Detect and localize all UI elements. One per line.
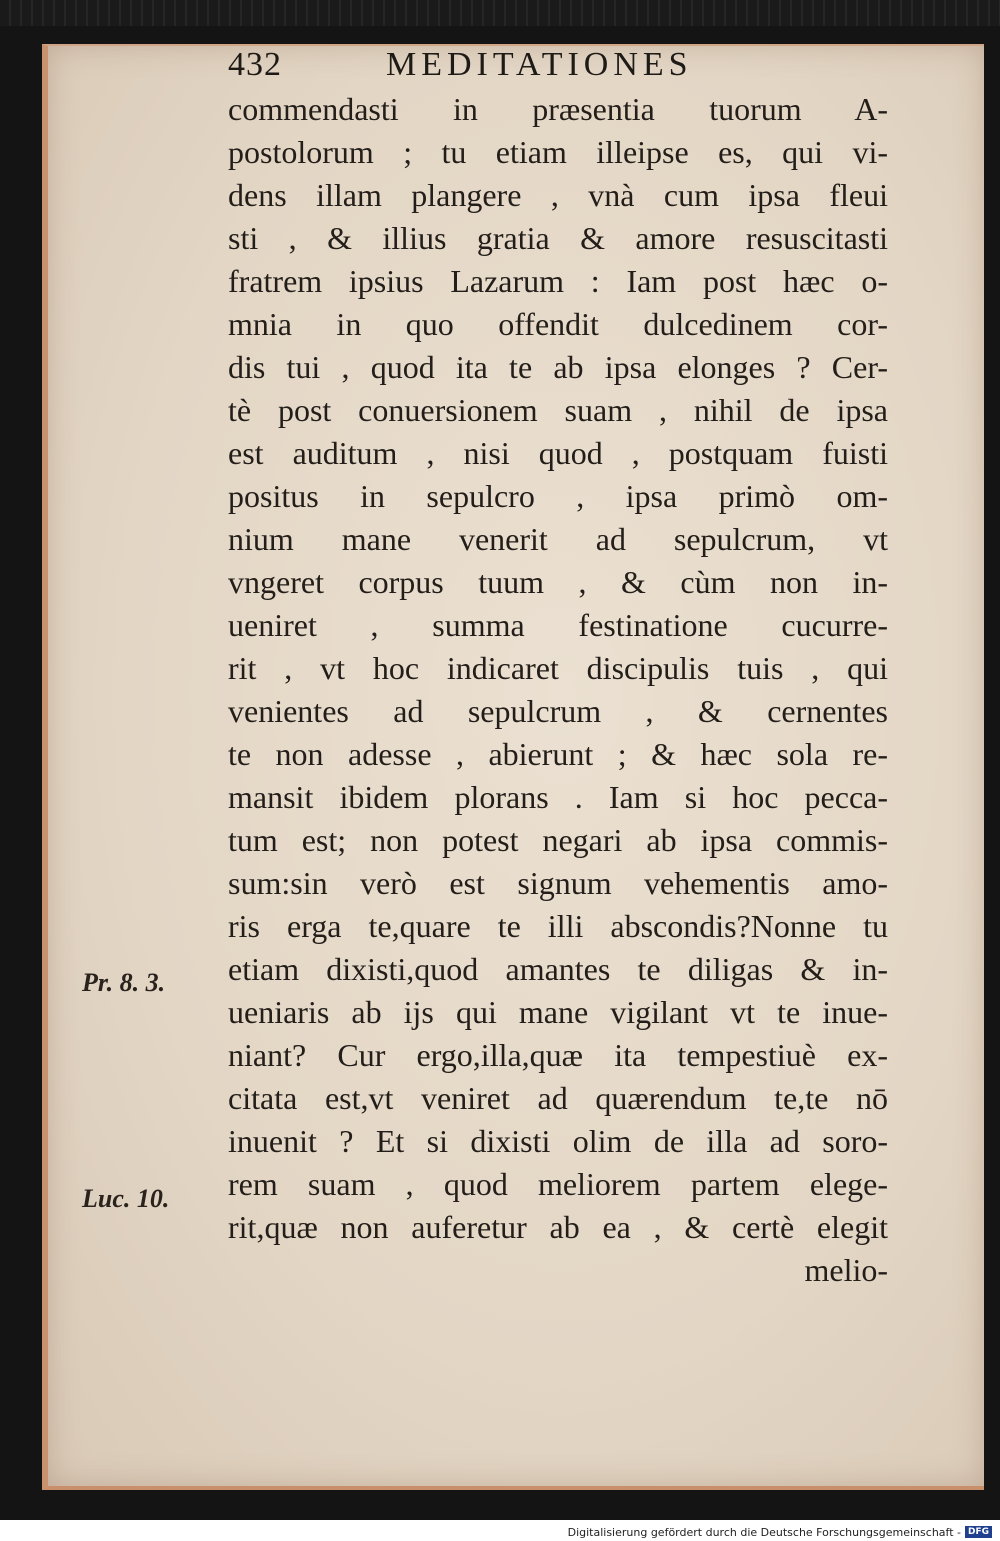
- text-line: inuenit ? Et si dixisti olim de illa ad soro-: [228, 1123, 888, 1159]
- body-text: [228, 88, 888, 1292]
- text-line: rit , vt hoc indicaret discipulis tuis , qui: [228, 650, 888, 686]
- text-line: ris erga te,quare te illi abscondis?Nonne tu: [228, 908, 888, 944]
- page-header: [228, 46, 928, 90]
- text-line: citata est,vt veniret ad quærendum te,te nō: [228, 1080, 888, 1116]
- page-number: 432: [228, 46, 282, 83]
- text-line: te non adesse , abierunt ; & hæc sola re-: [228, 736, 888, 772]
- text-line: nium mane venerit ad sepulcrum, vt: [228, 521, 888, 557]
- text-line: niant? Cur ergo,illa,quæ ita tempestiuè ex-: [228, 1037, 888, 1073]
- catchword: melio-: [804, 1252, 888, 1288]
- text-line: dis tui , quod ita te ab ipsa elonges ? Cer-: [228, 349, 888, 385]
- text-line: venientes ad sepulcrum , & cernentes: [228, 693, 888, 729]
- running-title: MEDITATIONES: [386, 46, 693, 83]
- text-line: tè post conuersionem suam , nihil de ipsa: [228, 392, 888, 428]
- text-line: tum est; non potest negari ab ipsa commis-: [228, 822, 888, 858]
- text-line: vngeret corpus tuum , & cùm non in-: [228, 564, 888, 600]
- text-line: mansit ibidem plorans . Iam si hoc pecca-: [228, 779, 888, 815]
- scan-ruler: [0, 0, 1000, 26]
- dfg-logo-icon: DFG: [965, 1526, 992, 1538]
- footer-credit: Digitalisierung gefördert durch die Deutsche Forschungsgemeinschaft -: [567, 1525, 961, 1539]
- text-line: est auditum , nisi quod , postquam fuisti: [228, 435, 888, 471]
- text-line: fratrem ipsius Lazarum : Iam post hæc o-: [228, 263, 888, 299]
- margin-note-luke: Luc. 10.: [82, 1184, 170, 1213]
- text-line: dens illam plangere , vnà cum ipsa fleui: [228, 177, 888, 213]
- text-line: rit,quæ non auferetur ab ea , & certè elegit: [228, 1209, 888, 1245]
- margin-note-proverbs: Pr. 8. 3.: [82, 968, 166, 997]
- text-line: rem suam , quod meliorem partem elege-: [228, 1166, 888, 1202]
- text-line: mnia in quo offendit dulcedinem cor-: [228, 306, 888, 342]
- text-line: etiam dixisti,quod amantes te diligas & in-: [228, 951, 888, 987]
- text-line: commendasti in præsentia tuorum A-: [228, 91, 888, 127]
- text-line: ueniaris ab ijs qui mane vigilant vt te inue-: [228, 994, 888, 1030]
- digitization-footer: [568, 1524, 992, 1540]
- text-line: sum:sin verò est signum vehementis amo-: [228, 865, 888, 901]
- text-line: postolorum ; tu etiam illeipse es, qui vi-: [228, 134, 888, 170]
- text-line: sti , & illius gratia & amore resuscitasti: [228, 220, 888, 256]
- text-line: positus in sepulcro , ipsa primò om-: [228, 478, 888, 514]
- text-line: ueniret , summa festinatione cucurre-: [228, 607, 888, 643]
